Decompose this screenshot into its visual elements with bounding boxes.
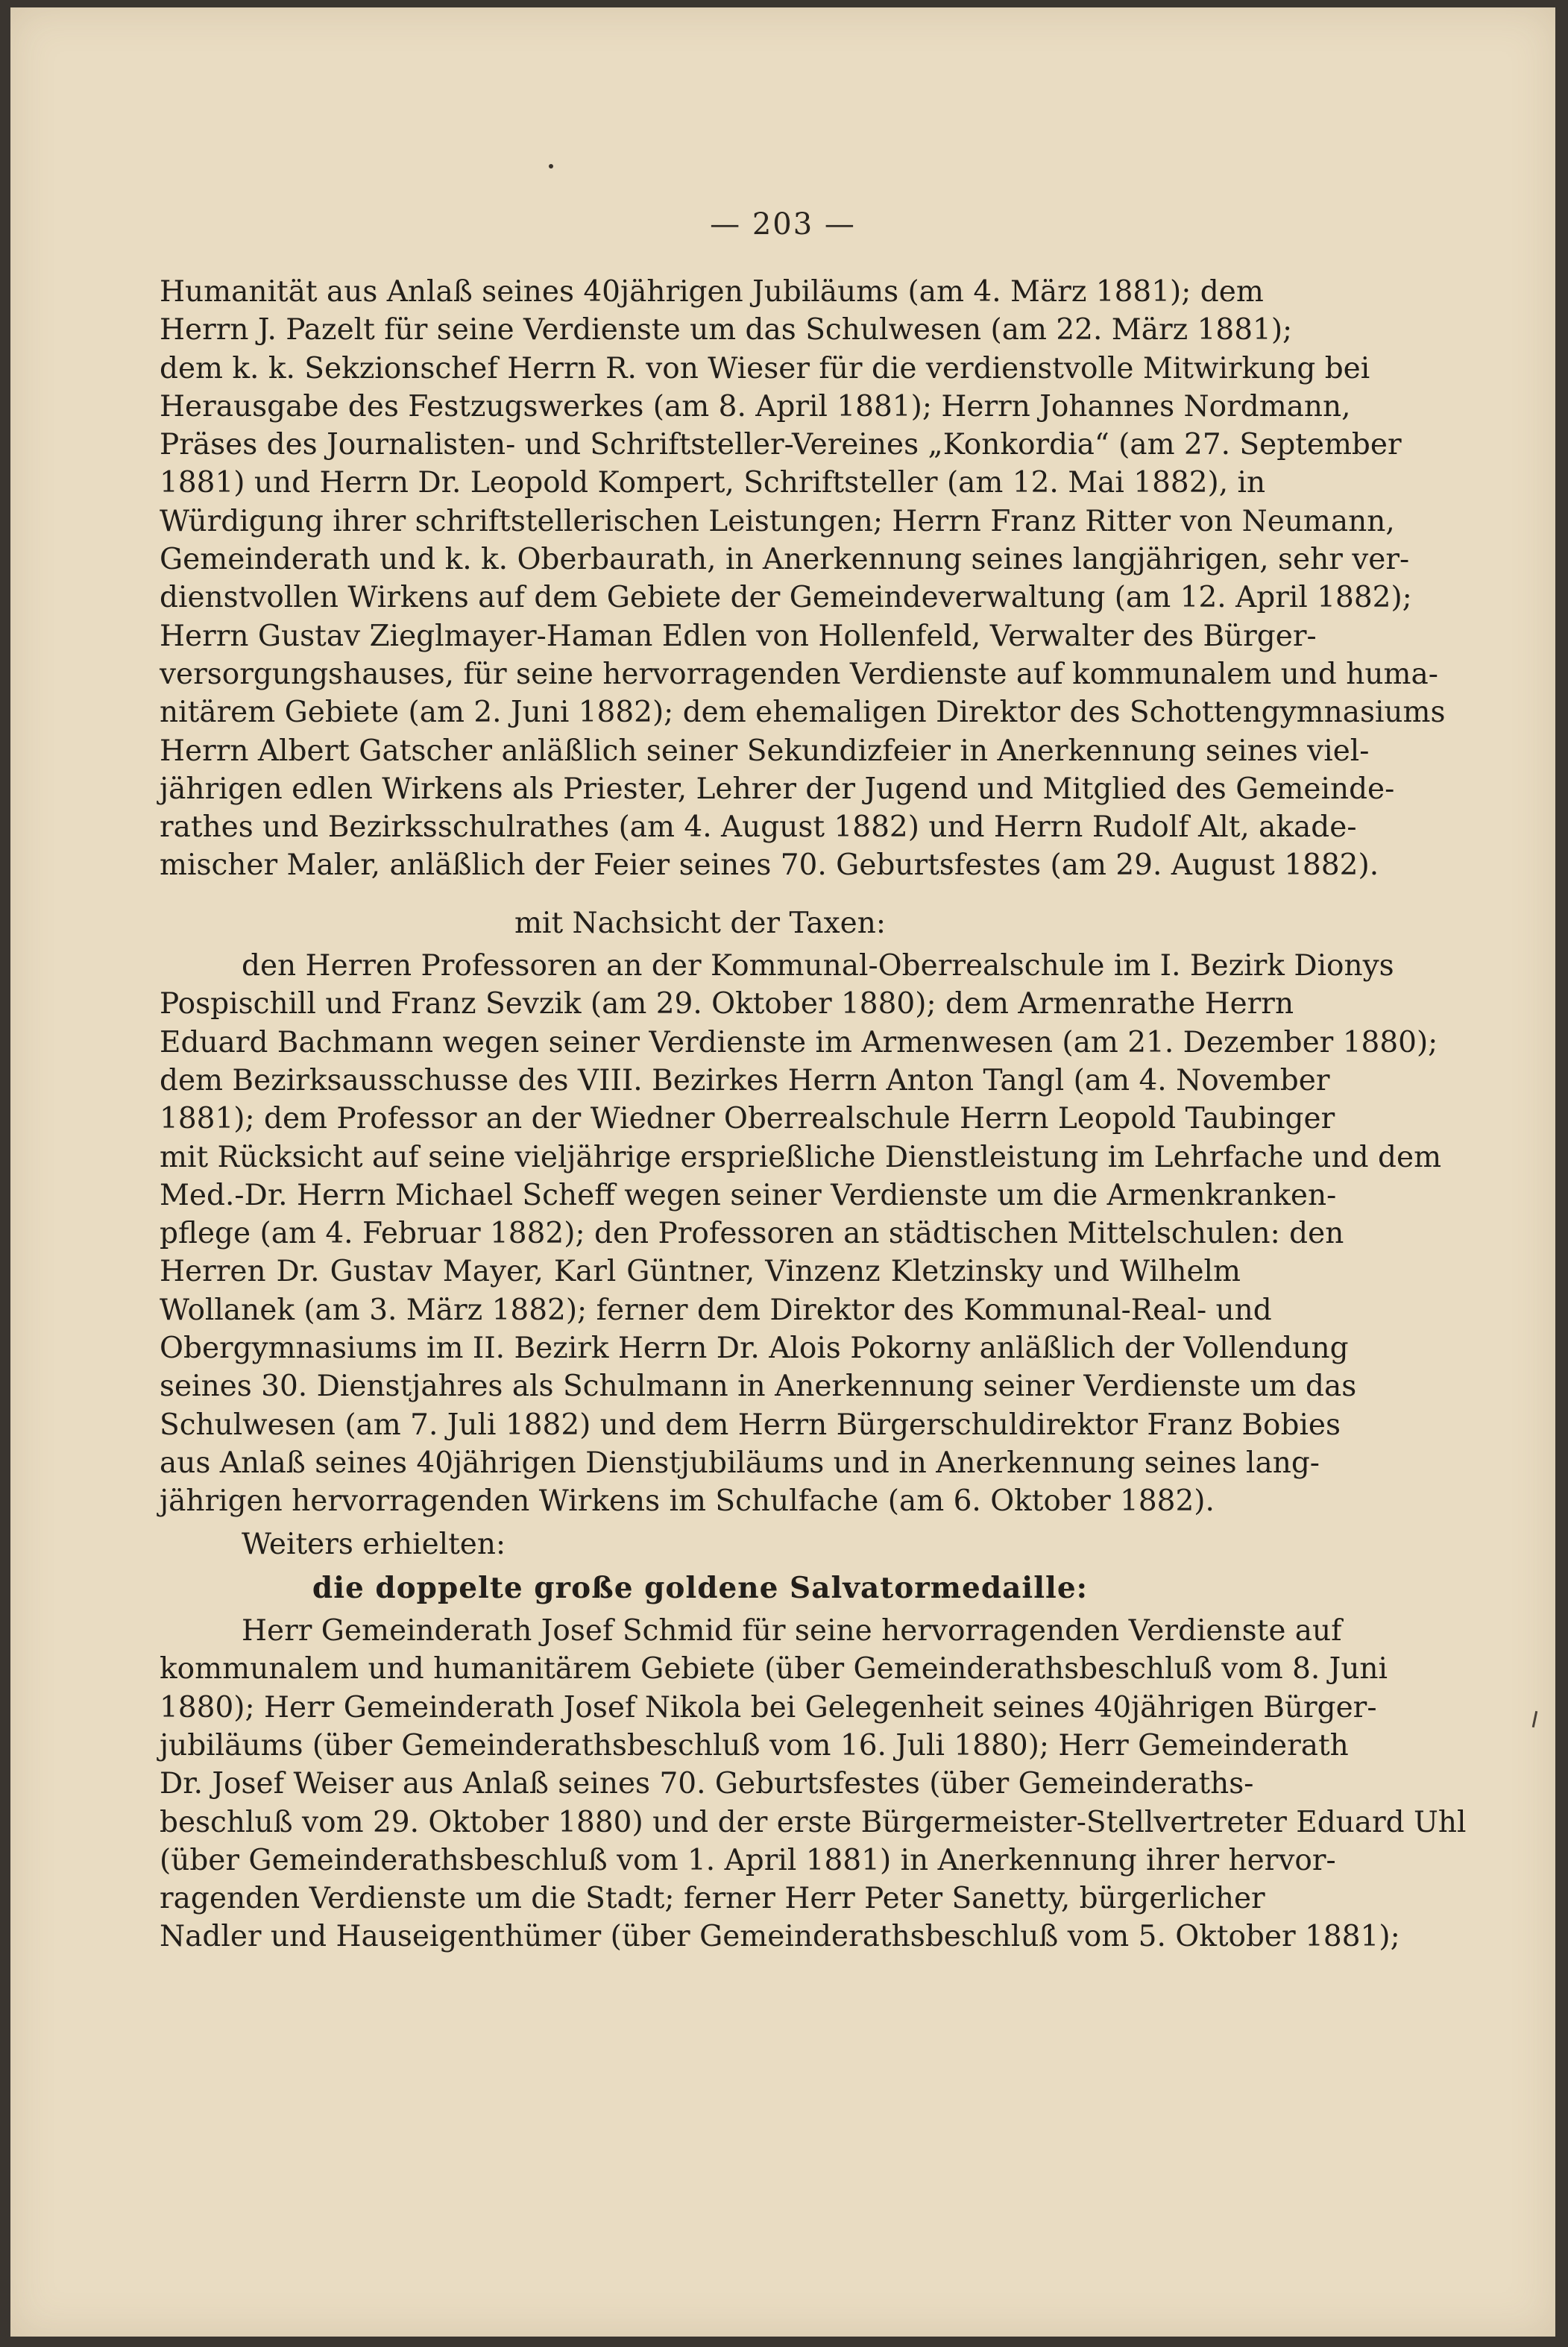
text-line: jubiläums (über Gemeinderathsbeschluß vom 16. Juli 1880); Herr Gemeinderath	[160, 1728, 1349, 1762]
text-line: Humanität aus Anlaß seines 40jährigen Jubiläums (am 4. März 1881); dem	[160, 275, 1264, 309]
document-page	[10, 7, 1555, 2337]
text-line: ragenden Verdienste um die Stadt; ferner Herr Peter Sanetty, bürgerlicher	[160, 1882, 1265, 1916]
text-line: Würdigung ihrer schriftstellerischen Leistungen; Herrn Franz Ritter von Neumann,	[160, 504, 1395, 538]
text-line: nitärem Gebiete (am 2. Juni 1882); dem ehemaligen Direktor des Schottengymnasiums	[160, 696, 1446, 730]
text-line: 1881); dem Professor an der Wiedner Oberrealschule Herrn Leopold Taubinger	[160, 1102, 1335, 1136]
paragraph-salvatormedaille	[160, 1612, 1467, 1956]
text-line: Schulwesen (am 7. Juli 1882) und dem Herrn Bürgerschuldirektor Franz Bobies	[160, 1408, 1341, 1442]
ink-speck	[549, 164, 553, 168]
text-line: Nadler und Hauseigenthümer (über Gemeinderathsbeschluß vom 5. Oktober 1881);	[160, 1920, 1400, 1954]
text-line: Herausgabe des Festzugswerkes (am 8. April 1881); Herrn Johannes Nordmann,	[160, 389, 1351, 423]
body-text	[160, 273, 1467, 1956]
text-line: Herr Gemeinderath Josef Schmid für seine hervorragenden Verdienste auf	[242, 1614, 1342, 1648]
text-line: mit Rücksicht auf seine vieljährige ersprießliche Dienstleistung im Lehrfache und dem	[160, 1140, 1442, 1174]
text-line: den Herren Professoren an der Kommunal-Oberrealschule im I. Bezirk Dionys	[242, 949, 1394, 983]
text-line: Herren Dr. Gustav Mayer, Karl Güntner, Vinzenz Kletzinsky und Wilhelm	[160, 1255, 1241, 1289]
text-line: (über Gemeinderathsbeschluß vom 1. April 1881) in Anerkennung ihrer hervor-	[160, 1843, 1336, 1877]
section-heading-salvatormedaille: die doppelte große goldene Salvatormedaille:	[312, 1570, 1089, 1605]
paragraph-honours-continued	[160, 273, 1446, 885]
text-line: beschluß vom 29. Oktober 1880) und der erste Bürgermeister-Stellvertreter Eduard Uhl	[160, 1805, 1467, 1839]
text-line: Gemeinderath und k. k. Oberbaurath, in Anerkennung seines langjährigen, sehr ver-	[160, 543, 1410, 577]
text-line: 1880); Herr Gemeinderath Josef Nikola bei Gelegenheit seines 40jährigen Bürger-	[160, 1690, 1377, 1724]
text-line: jährigen hervorragenden Wirkens im Schulfache (am 6. Oktober 1882).	[160, 1484, 1215, 1519]
text-line: dem k. k. Sekzionschef Herrn R. von Wieser für die verdienstvolle Mitwirkung bei	[160, 351, 1370, 385]
page-number: — 203 —	[710, 207, 856, 242]
text-line: jährigen edlen Wirkens als Priester, Lehrer der Jugend und Mitglied des Gemeinde-	[160, 772, 1395, 806]
text-line: Wollanek (am 3. März 1882); ferner dem Direktor des Kommunal-Real- und	[160, 1293, 1272, 1327]
text-line: Eduard Bachmann wegen seiner Verdienste im Armenwesen (am 21. Dezember 1880);	[160, 1025, 1438, 1059]
text-line: aus Anlaß seines 40jährigen Dienstjubiläums und in Anerkennung seines lang-	[160, 1446, 1320, 1480]
text-line: 1881) und Herrn Dr. Leopold Kompert, Schriftsteller (am 12. Mai 1882), in	[160, 466, 1266, 500]
text-line: dienstvollen Wirkens auf dem Gebiete der Gemeindeverwaltung (am 12. April 1882);	[160, 581, 1412, 615]
text-line: Herrn J. Pazelt für seine Verdienste um das Schulwesen (am 22. März 1881);	[160, 313, 1293, 347]
text-line: Präses des Journalisten- und Schriftsteller-Vereines „Konkordia“ (am 27. September	[160, 428, 1402, 462]
text-line: seines 30. Dienstjahres als Schulmann in Anerkennung seiner Verdienste um das	[160, 1370, 1357, 1404]
text-line: Pospischill und Franz Sevzik (am 29. Oktober 1880); dem Armenrathe Herrn	[160, 987, 1294, 1021]
text-line: rathes und Bezirksschulrathes (am 4. August 1882) und Herrn Rudolf Alt, akade-	[160, 810, 1357, 845]
margin-mark	[1532, 1711, 1538, 1727]
text-line: dem Bezirksausschusse des VIII. Bezirkes Herrn Anton Tangl (am 4. November	[160, 1063, 1330, 1097]
text-line: Obergymnasiums im II. Bezirk Herrn Dr. Alois Pokorny anläßlich der Vollendung	[160, 1332, 1349, 1366]
text-line: Herrn Gustav Zieglmayer-Haman Edlen von Hollenfeld, Verwalter des Bürger-	[160, 619, 1317, 653]
text-line: pflege (am 4. Februar 1882); den Professoren an städtischen Mittelschulen: den	[160, 1217, 1344, 1251]
section-heading-taxen: mit Nachsicht der Taxen:	[514, 906, 887, 940]
text-line: Dr. Josef Weiser aus Anlaß seines 70. Geburtsfestes (über Gemeinderaths-	[160, 1767, 1254, 1801]
text-line: Med.-Dr. Herrn Michael Scheff wegen seiner Verdienste um die Armenkranken-	[160, 1178, 1337, 1212]
text-line: Herrn Albert Gatscher anläßlich seiner Sekundizfeier in Anerkennung seines viel-	[160, 734, 1370, 768]
weiters-line: Weiters erhielten:	[242, 1527, 506, 1561]
paragraph-taxen	[160, 947, 1442, 1520]
text-line: versorgungshauses, für seine hervorragenden Verdienste auf kommunalem und huma-	[160, 657, 1438, 691]
text-line: mischer Maler, anläßlich der Feier seines 70. Geburtsfestes (am 29. August 1882).	[160, 848, 1379, 883]
text-line: kommunalem und humanitärem Gebiete (über Gemeinderathsbeschluß vom 8. Juni	[160, 1652, 1388, 1686]
